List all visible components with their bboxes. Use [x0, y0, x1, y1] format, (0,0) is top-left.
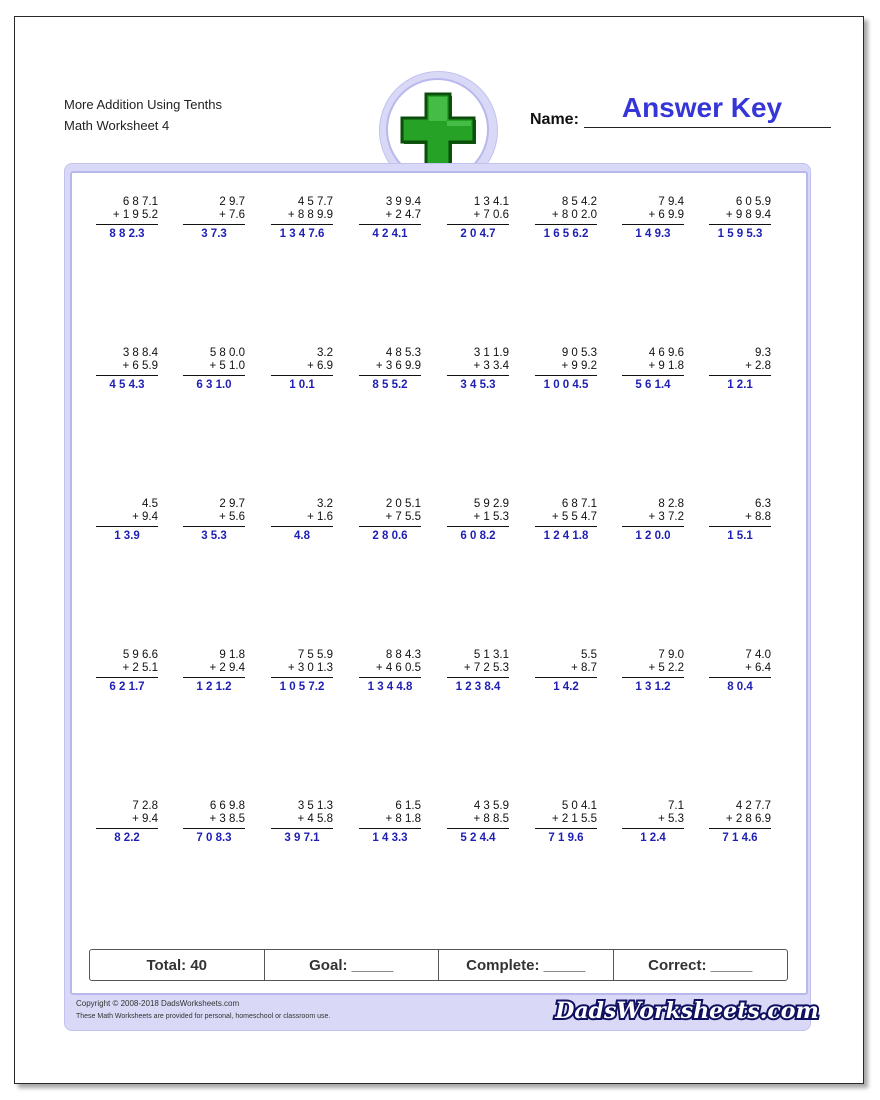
addition-problem [709, 196, 771, 241]
sum-line [271, 677, 333, 678]
addition-problem [271, 347, 333, 392]
answer: 1 4.2 [553, 681, 579, 693]
addend-top: 3 5 1.3 [297, 800, 333, 812]
addend-top: 7 9.4 [658, 196, 684, 208]
addition-problem [709, 649, 771, 694]
addition-problem [96, 800, 158, 845]
addend-top: 8 5 4.2 [561, 196, 597, 208]
sum-line [709, 677, 771, 678]
answer: 1 2 0.0 [635, 530, 671, 542]
addend-top: 3.2 [317, 347, 333, 359]
addend-top: 6 8 7.1 [561, 498, 597, 510]
sum-line [271, 526, 333, 527]
answer: 1 3 4 4.8 [367, 681, 413, 693]
score-bar [89, 949, 788, 981]
addition-problem [271, 800, 333, 845]
addition-problem [96, 196, 158, 241]
answer: 8 5 5.2 [372, 379, 408, 391]
answer: 1 6 5 6.2 [543, 228, 589, 240]
sum-line [709, 526, 771, 527]
answer: 1 4 9.3 [635, 228, 671, 240]
addend-bottom: + 8 8.5 [473, 813, 509, 825]
answer: 1 2 1.2 [196, 681, 232, 693]
addition-problem [183, 498, 245, 543]
addend-bottom: + 3 3.4 [473, 360, 509, 372]
addend-bottom: + 4 6 0.5 [375, 662, 421, 674]
answer: 1 5.1 [727, 530, 753, 542]
answer: 5 2 4.4 [460, 832, 496, 844]
problem-area [70, 171, 808, 995]
addition-problem [96, 347, 158, 392]
sum-line [96, 828, 158, 829]
addend-bottom: + 1.6 [307, 511, 333, 523]
answer: 6 3 1.0 [196, 379, 232, 391]
addend-bottom: + 6 9.9 [648, 209, 684, 221]
answer: 7 1 9.6 [548, 832, 584, 844]
addend-bottom: + 3 8.5 [209, 813, 245, 825]
sum-line [535, 224, 597, 225]
addend-top: 4 6 9.6 [648, 347, 684, 359]
addition-problem [271, 649, 333, 694]
addition-problem [359, 196, 421, 241]
sum-line [359, 828, 421, 829]
addition-problem [183, 649, 245, 694]
sum-line [709, 828, 771, 829]
addend-top: 6 1.5 [395, 800, 421, 812]
answer: 1 0.1 [289, 379, 315, 391]
addition-problem [271, 196, 333, 241]
sum-line [447, 224, 509, 225]
addend-bottom: + 6.9 [307, 360, 333, 372]
addend-top: 4 5 7.7 [297, 196, 333, 208]
sum-line [96, 224, 158, 225]
sum-line [709, 224, 771, 225]
answer: 7 0 8.3 [196, 832, 232, 844]
addend-bottom: + 8 8 9.9 [287, 209, 333, 221]
addition-problem [447, 196, 509, 241]
addition-problem [183, 800, 245, 845]
addend-bottom: + 9 1.8 [648, 360, 684, 372]
addend-bottom: + 2 8 6.9 [725, 813, 771, 825]
sum-line [359, 375, 421, 376]
addend-bottom: + 9 8 9.4 [725, 209, 771, 221]
addend-top: 6.3 [755, 498, 771, 510]
logo-text: DadsWorksheets.com [555, 998, 819, 1024]
addition-problem [359, 347, 421, 392]
addend-top: 7 2.8 [132, 800, 158, 812]
sum-line [447, 677, 509, 678]
addend-bottom: + 3 7.2 [648, 511, 684, 523]
addition-problem [535, 347, 597, 392]
sum-line [271, 375, 333, 376]
name-label: Name: [530, 111, 579, 128]
addend-top: 6 0 5.9 [735, 196, 771, 208]
sum-line [271, 224, 333, 225]
answer: 4 5 4.3 [109, 379, 145, 391]
addend-top: 7 9.0 [658, 649, 684, 661]
sum-line [622, 375, 684, 376]
answer-key-text: Answer Key [621, 92, 783, 123]
answer: 1 2.4 [640, 832, 666, 844]
addend-top: 6 8 7.1 [122, 196, 158, 208]
addend-top: 9 1.8 [219, 649, 245, 661]
answer: 1 3 1.2 [635, 681, 671, 693]
addend-bottom: + 2 4.7 [385, 209, 421, 221]
addend-top: 7 4.0 [745, 649, 771, 661]
addend-bottom: + 9.4 [132, 511, 158, 523]
sum-line [535, 828, 597, 829]
addition-problem [96, 649, 158, 694]
addend-top: 4 8 5.3 [385, 347, 421, 359]
answer: 1 2 4 1.8 [543, 530, 589, 542]
plus-icon [396, 88, 480, 172]
addend-bottom: + 7.6 [219, 209, 245, 221]
addition-problem [622, 196, 684, 241]
addition-problem [359, 498, 421, 543]
addend-bottom: + 1 5.3 [473, 511, 509, 523]
addend-top: 4 2 7.7 [735, 800, 771, 812]
answer: 7 1 4.6 [722, 832, 758, 844]
sum-line [535, 375, 597, 376]
addend-bottom: + 8 0 2.0 [551, 209, 597, 221]
addend-bottom: + 8 1.8 [385, 813, 421, 825]
addition-problem [622, 649, 684, 694]
addend-bottom: + 2.8 [745, 360, 771, 372]
addend-bottom: + 3 0 1.3 [287, 662, 333, 674]
addend-top: 8 8 4.3 [385, 649, 421, 661]
addend-top: 9 0 5.3 [561, 347, 597, 359]
addend-top: 6 6 9.8 [209, 800, 245, 812]
answer: 6 2 1.7 [109, 681, 145, 693]
addition-problem [183, 196, 245, 241]
sum-line [622, 526, 684, 527]
addend-top: 7.1 [668, 800, 684, 812]
sum-line [359, 224, 421, 225]
addition-problem [535, 800, 597, 845]
copyright-text: Copyright © 2008-2018 DadsWorksheets.com [76, 999, 240, 1008]
usage-note: These Math Worksheets are provided for personal, homeschool or classroom use. [76, 1013, 331, 1020]
addend-top: 5 0 4.1 [561, 800, 597, 812]
addend-bottom: + 5.3 [658, 813, 684, 825]
worksheet-subtitle: Math Worksheet 4 [64, 118, 170, 133]
sum-line [183, 526, 245, 527]
addend-bottom: + 2 5.1 [122, 662, 158, 674]
answer: 1 3.9 [114, 530, 140, 542]
answer: 4 2 4.1 [372, 228, 408, 240]
sum-line [447, 375, 509, 376]
answer: 1 2 3 8.4 [455, 681, 501, 693]
answer: 6 0 8.2 [460, 530, 496, 542]
addend-top: 9.3 [755, 347, 771, 359]
addition-problem [622, 347, 684, 392]
addition-problem [535, 498, 597, 543]
sum-line [535, 526, 597, 527]
addend-bottom: + 8.7 [571, 662, 597, 674]
worksheet-title: More Addition Using Tenths [64, 97, 223, 112]
addition-problem [622, 498, 684, 543]
sum-line [447, 526, 509, 527]
addend-bottom: + 9 9.2 [561, 360, 597, 372]
addend-bottom: + 5.6 [219, 511, 245, 523]
answer: 3 9 7.1 [284, 832, 320, 844]
addend-bottom: + 6 5.9 [122, 360, 158, 372]
addition-problem [709, 800, 771, 845]
addition-problem [709, 498, 771, 543]
addend-top: 1 3 4.1 [473, 196, 509, 208]
addend-bottom: + 9.4 [132, 813, 158, 825]
answer: 1 4 3.3 [372, 832, 408, 844]
addend-bottom: + 7 5.5 [385, 511, 421, 523]
addend-bottom: + 2 1 5.5 [551, 813, 597, 825]
addend-top: 7 5 5.9 [297, 649, 333, 661]
addition-problem [359, 649, 421, 694]
addition-problem [96, 498, 158, 543]
answer: 1 0 0 4.5 [543, 379, 589, 391]
answer: 1 2.1 [727, 379, 753, 391]
sum-line [183, 224, 245, 225]
addend-top: 5 9 6.6 [122, 649, 158, 661]
sum-line [183, 677, 245, 678]
addition-problem [535, 196, 597, 241]
sum-line [622, 677, 684, 678]
answer: 3 4 5.3 [460, 379, 496, 391]
addend-bottom: + 5 5 4.7 [551, 511, 597, 523]
sum-line [709, 375, 771, 376]
addend-bottom: + 3 6 9.9 [375, 360, 421, 372]
answer: 2 0 4.7 [460, 228, 496, 240]
addend-bottom: + 4 5.8 [297, 813, 333, 825]
addition-problem [447, 800, 509, 845]
addend-top: 2 9.7 [219, 498, 245, 510]
complete-field: Complete: _____ [439, 950, 614, 980]
addition-problem [709, 347, 771, 392]
addend-top: 5.5 [581, 649, 597, 661]
correct-field: Correct: _____ [648, 956, 753, 974]
addend-bottom: + 2 9.4 [209, 662, 245, 674]
addition-problem [359, 800, 421, 845]
sum-line [183, 375, 245, 376]
sum-line [96, 677, 158, 678]
addend-bottom: + 5 2.2 [648, 662, 684, 674]
answer: 5 6 1.4 [635, 379, 671, 391]
addend-top: 5 8 0.0 [209, 347, 245, 359]
addend-top: 3 9 9.4 [385, 196, 421, 208]
sum-line [622, 828, 684, 829]
addition-problem [183, 347, 245, 392]
answer: 1 5 9 5.3 [717, 228, 763, 240]
addend-top: 4 3 5.9 [473, 800, 509, 812]
addend-bottom: + 7 0.6 [473, 209, 509, 221]
addend-top: 3.2 [317, 498, 333, 510]
addend-top: 5 1 3.1 [473, 649, 509, 661]
sum-line [183, 828, 245, 829]
addend-top: 8 2.8 [658, 498, 684, 510]
sum-line [359, 677, 421, 678]
answer: 3 7.3 [201, 228, 227, 240]
addend-bottom: + 8.8 [745, 511, 771, 523]
addition-problem [622, 800, 684, 845]
sum-line [271, 828, 333, 829]
answer: 2 8 0.6 [372, 530, 408, 542]
addend-bottom: + 1 9 5.2 [112, 209, 158, 221]
sum-line [359, 526, 421, 527]
addend-top: 5 9 2.9 [473, 498, 509, 510]
answer: 1 3 4 7.6 [279, 228, 325, 240]
goal-field: Goal: _____ [265, 950, 440, 980]
addend-top: 2 9.7 [219, 196, 245, 208]
addend-top: 2 0 5.1 [385, 498, 421, 510]
sum-line [535, 677, 597, 678]
answer: 8 2.2 [114, 832, 140, 844]
addition-problem [447, 347, 509, 392]
addend-top: 3 8 8.4 [122, 347, 158, 359]
answer: 4.8 [294, 530, 310, 542]
addition-problem [447, 498, 509, 543]
answer: 8 0.4 [727, 681, 753, 693]
addition-problem [447, 649, 509, 694]
total-count: Total: 40 [90, 950, 265, 980]
addend-bottom: + 7 2 5.3 [463, 662, 509, 674]
addition-problem [271, 498, 333, 543]
addend-bottom: + 5 1.0 [209, 360, 245, 372]
answer: 8 8 2.3 [109, 228, 145, 240]
sum-line [622, 224, 684, 225]
sum-line [447, 828, 509, 829]
addend-top: 4.5 [142, 498, 158, 510]
answer: 3 5.3 [201, 530, 227, 542]
sum-line [96, 526, 158, 527]
addend-bottom: + 6.4 [745, 662, 771, 674]
answer: 1 0 5 7.2 [279, 681, 325, 693]
dadsworksheets-logo [555, 993, 819, 1027]
name-line [584, 127, 831, 128]
addition-problem [535, 649, 597, 694]
sum-line [96, 375, 158, 376]
addend-top: 3 1 1.9 [473, 347, 509, 359]
